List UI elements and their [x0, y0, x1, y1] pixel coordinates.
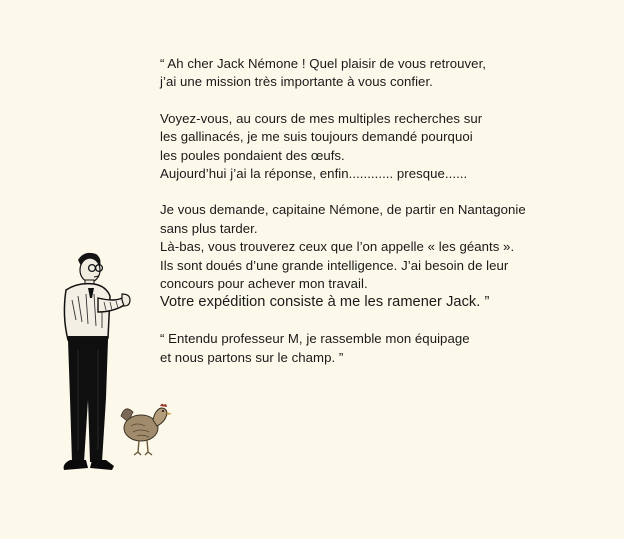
dialog-text [160, 55, 560, 367]
dialog-line: sans plus tarder. [160, 220, 258, 236]
dialog-line: concours pour achever mon travail. [160, 276, 368, 292]
hen-icon [117, 398, 175, 458]
dialog-line: Votre expédition consiste à me les ramener Jack. ” [160, 294, 490, 311]
dialog-line: “ Entendu professeur M, je rassemble mon équipage [160, 331, 470, 347]
dialog-line: et nous partons sur le champ. ” [160, 349, 344, 365]
dialog-paragraph-3 [160, 201, 560, 312]
dialog-paragraph-1 [160, 55, 560, 92]
dialog-paragraph-2 [160, 110, 560, 184]
dialog-paragraph-4 [160, 330, 560, 367]
dialog-line: les gallinacés, je me suis toujours demandé pourquoi [160, 129, 473, 145]
dialog-line: les poules pondaient des œufs. [160, 147, 345, 163]
dialog-line: Voyez-vous, au cours de mes multiples recherches sur [160, 110, 483, 126]
dialog-line: Je vous demande, capitaine Némone, de partir en Nantagonie [160, 202, 526, 218]
dialog-line: Aujourd’hui j’ai la réponse, enfin............ presque...... [160, 166, 468, 182]
dialog-line: j’ai une mission très importante à vous confier. [160, 74, 433, 90]
dialog-line: “ Ah cher Jack Némone ! Quel plaisir de vous retrouver, [160, 56, 486, 71]
dialog-line: Là-bas, vous trouverez ceux que l’on appelle « les géants ». [160, 239, 515, 255]
dialog-line: Ils sont doués d’une grande intelligence. J’ai besoin de leur [160, 257, 509, 273]
